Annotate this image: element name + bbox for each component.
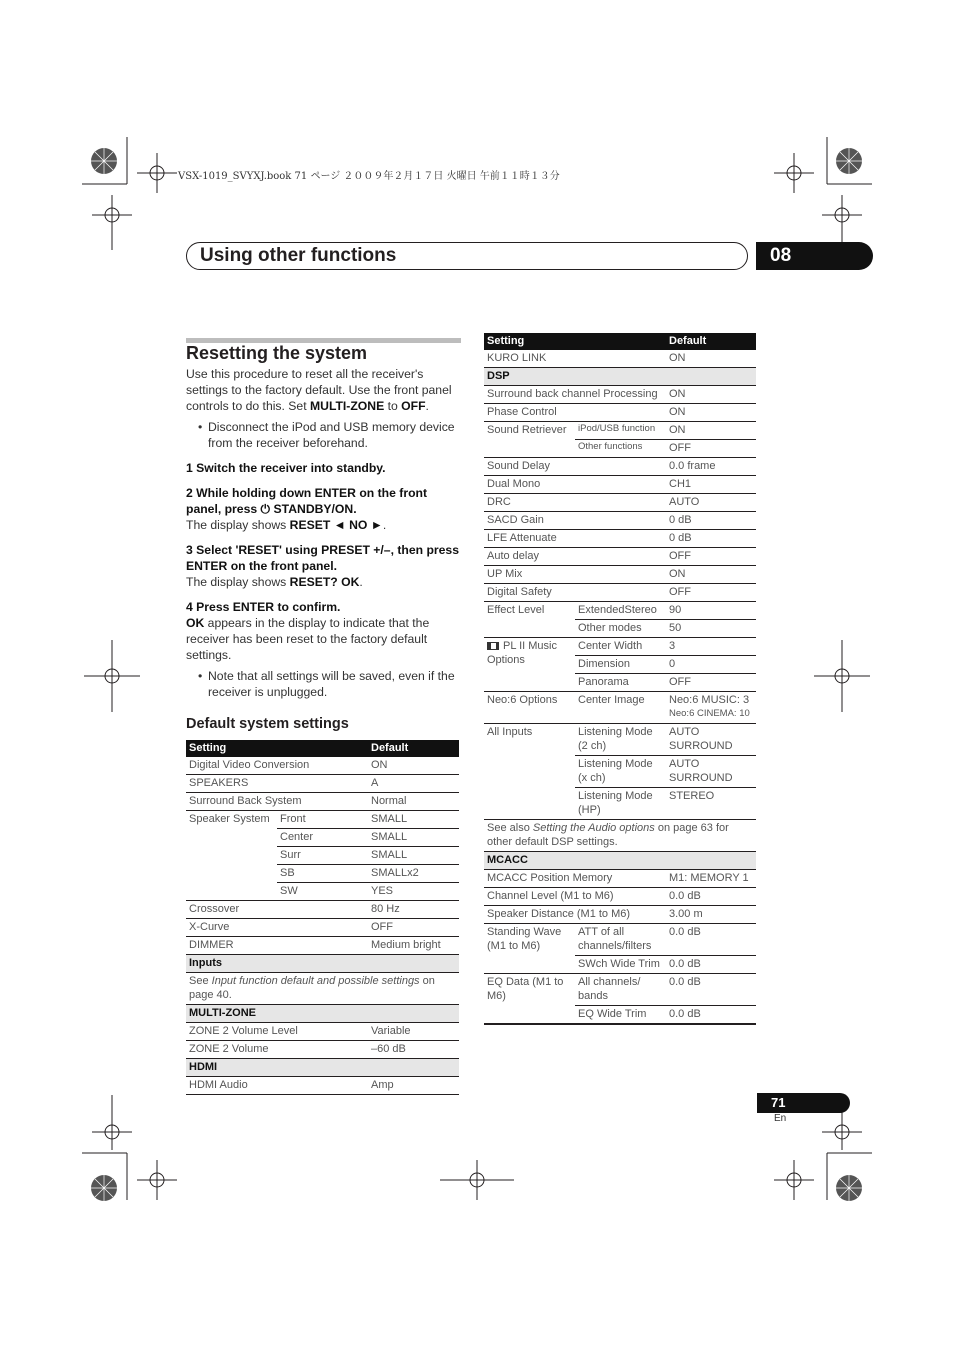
table-row	[484, 924, 756, 956]
table-cell: Crossover	[186, 901, 368, 919]
column-header: Default	[666, 333, 756, 350]
table-cell: Neo:6 Options	[484, 692, 575, 724]
table-row	[484, 386, 756, 404]
column-header: Setting	[484, 333, 666, 350]
table-cell: DIMMER	[186, 937, 368, 955]
table-cell: AUTO SURROUND	[666, 756, 756, 788]
table-cell: SMALLx2	[368, 865, 459, 883]
table-row	[186, 1023, 459, 1041]
table-cell: HDMI Audio	[186, 1077, 368, 1095]
table-row	[484, 476, 756, 494]
table-row	[484, 724, 756, 756]
table-row	[186, 1059, 459, 1077]
step-4: 4 Press ENTER to confirm.	[186, 600, 341, 614]
table-cell: Other functions	[575, 440, 666, 458]
table-cell: DRC	[484, 494, 666, 512]
table-cell: SACD Gain	[484, 512, 666, 530]
table-cell: 0.0 dB	[666, 924, 756, 956]
table-row	[484, 870, 756, 888]
table-cell: Surround back channel Processing	[484, 386, 666, 404]
table-cell: All Inputs	[484, 724, 575, 820]
table-row	[484, 974, 756, 1006]
table-cell: ON	[666, 422, 756, 440]
table-row	[186, 955, 459, 973]
table-cell: Speaker Distance (M1 to M6)	[484, 906, 666, 924]
note-bullet: • Note that all settings will be saved, even if the receiver is unplugged.	[186, 668, 461, 700]
table-row	[186, 1077, 459, 1095]
table-cell: Listening Mode (x ch)	[575, 756, 666, 788]
default-settings-table-left	[186, 740, 459, 1095]
table-cell: See Input function default and possible settings on page 40.	[186, 973, 459, 1005]
table-cell: SMALL	[368, 847, 459, 865]
table-cell: M1: MEMORY 1	[666, 870, 756, 888]
section-title: Resetting the system	[186, 343, 368, 363]
table-cell: iPod/USB function	[575, 422, 666, 440]
page-number: 71	[757, 1093, 850, 1113]
table-row	[484, 512, 756, 530]
table-cell: Listening Mode (2 ch)	[575, 724, 666, 756]
table-cell: LFE Attenuate	[484, 530, 666, 548]
table-row	[484, 906, 756, 924]
table-cell: 0 dB	[666, 512, 756, 530]
table-cell: Variable	[368, 1023, 459, 1041]
table-cell: 0.0 dB	[666, 974, 756, 1006]
table-row	[186, 740, 459, 757]
table-cell: Medium bright	[368, 937, 459, 955]
table-row	[484, 888, 756, 906]
table-cell: 80 Hz	[368, 901, 459, 919]
table-cell: ExtendedStereo	[575, 602, 666, 620]
table-row	[186, 757, 459, 775]
group-header-mcacc: MCACC	[484, 852, 756, 870]
table-cell: UP Mix	[484, 566, 666, 584]
table-cell: EQ Data (M1 to M6)	[484, 974, 575, 1025]
page-language: En	[774, 1113, 787, 1124]
table-cell: 0.0 frame	[666, 458, 756, 476]
column-header: Setting	[186, 740, 368, 757]
table-cell: CH1	[666, 476, 756, 494]
dolby-icon	[487, 642, 499, 650]
table-cell: Digital Safety	[484, 584, 666, 602]
table-cell: Panorama	[575, 674, 666, 692]
table-cell: ON	[666, 350, 756, 368]
table-cell: Center	[277, 829, 368, 847]
table-cell: 0	[666, 656, 756, 674]
intro-paragraph: Use this procedure to reset all the receiver's settings to the factory default. Use the front panel controls to do this. Set MULTI-ZONE to OFF.	[186, 367, 452, 413]
table-cell: EQ Wide Trim	[578, 1008, 647, 1020]
table-cell: Other modes	[575, 620, 666, 638]
table-cell: Dimension	[575, 656, 666, 674]
step-1: 1 Switch the receiver into standby.	[186, 461, 386, 475]
step-3: 3 Select 'RESET' using PRESET +/–, then press ENTER on the front panel.	[186, 543, 459, 573]
table-row	[484, 820, 756, 852]
table-row	[484, 368, 756, 386]
table-cell: OFF	[666, 584, 756, 602]
table-cell: Speaker System	[186, 811, 277, 901]
table-cell: Effect Level	[484, 602, 575, 638]
table-cell: –60 dB	[368, 1041, 459, 1059]
table-row	[186, 901, 459, 919]
table-cell: SW	[277, 883, 368, 901]
table-cell: A	[368, 775, 459, 793]
table-cell: Sound Delay	[484, 458, 666, 476]
table-cell: 3.00 m	[666, 906, 756, 924]
table-cell: Channel Level (M1 to M6)	[484, 888, 666, 906]
table-row	[484, 638, 756, 656]
table-cell: 90	[666, 602, 756, 620]
table-cell: Auto delay	[484, 548, 666, 566]
table-cell: SMALL	[368, 829, 459, 847]
table-row	[484, 422, 756, 440]
chapter-number: 08	[756, 242, 873, 270]
table-cell: YES	[368, 883, 459, 901]
table-cell: Listening Mode (HP)	[575, 788, 666, 820]
table-row	[186, 793, 459, 811]
table-row	[484, 333, 756, 350]
table-row	[186, 811, 459, 829]
step-2: 2 While holding down ENTER on the front panel, press ⏻ STANDBY/ON.	[186, 486, 428, 516]
table-cell: 3	[666, 638, 756, 656]
table-cell: Surr	[277, 847, 368, 865]
table-row	[484, 530, 756, 548]
table-row	[484, 602, 756, 620]
table-row	[186, 937, 459, 955]
group-header-inputs: Inputs	[186, 955, 459, 973]
table-cell: OFF	[368, 919, 459, 937]
table-cell: Amp	[368, 1077, 459, 1095]
procedure-text	[186, 366, 461, 700]
table-cell: Sound Retriever	[484, 422, 575, 458]
table-cell: PL II Music Options	[484, 638, 575, 692]
table-row	[186, 919, 459, 937]
print-meta-line: VSX-1019_SVYXJ.book 71 ページ ２００９年２月１７日 火曜日 午前１１時１３分	[178, 171, 560, 182]
table-cell: OFF	[666, 548, 756, 566]
table-cell: KURO LINK	[484, 350, 666, 368]
table-cell: Neo:6 MUSIC: 3 Neo:6 CINEMA: 10	[666, 692, 756, 724]
table-row	[484, 584, 756, 602]
table-cell: Standing Wave (M1 to M6)	[484, 924, 575, 974]
note-bullet: • Disconnect the iPod and USB memory device from the receiver beforehand.	[186, 419, 461, 451]
table-row	[484, 458, 756, 476]
table-cell: SPEAKERS	[186, 775, 368, 793]
table-row	[484, 494, 756, 512]
table-row	[484, 692, 756, 724]
table-row	[186, 1005, 459, 1023]
step-2-display: The display shows RESET ◄ NO ►.	[186, 518, 387, 532]
power-icon: ⏻	[260, 502, 271, 516]
table-cell: Digital Video Conversion	[186, 757, 368, 775]
table-row	[186, 973, 459, 1005]
table-cell: Phase Control	[484, 404, 666, 422]
table-cell: ON	[666, 566, 756, 584]
group-header-hdmi: HDMI	[186, 1059, 459, 1077]
table-cell: Front	[277, 811, 368, 829]
table-cell: OFF	[666, 440, 756, 458]
table-row	[186, 775, 459, 793]
table-cell: SB	[277, 865, 368, 883]
chapter-title: Using other functions	[200, 245, 397, 266]
table-cell: AUTO	[666, 494, 756, 512]
step-3-display: The display shows RESET? OK.	[186, 575, 363, 589]
table-cell: ATT of all channels/filters	[575, 924, 666, 956]
table-cell: 50	[666, 620, 756, 638]
table-row	[484, 404, 756, 422]
table-row	[484, 548, 756, 566]
table-cell: MCACC Position Memory	[484, 870, 666, 888]
table-cell: 0.0 dB	[666, 956, 756, 974]
table-cell: ON	[666, 386, 756, 404]
table-cell: Surround Back System	[186, 793, 368, 811]
table-row	[484, 852, 756, 870]
table-row	[186, 1041, 459, 1059]
table-cell: ZONE 2 Volume	[186, 1041, 368, 1059]
table-cell: All channels/ bands	[575, 974, 666, 1006]
table-cell: ZONE 2 Volume Level	[186, 1023, 368, 1041]
column-header: Default	[368, 740, 459, 757]
table-cell: OFF	[666, 674, 756, 692]
default-settings-table-right	[484, 333, 756, 1025]
table-cell: 0 dB	[666, 530, 756, 548]
table-cell: Normal	[368, 793, 459, 811]
table-cell: 0.0 dB	[669, 1008, 701, 1020]
table-cell: X-Curve	[186, 919, 368, 937]
group-header-multizone: MULTI-ZONE	[186, 1005, 459, 1023]
table-cell: See also Setting the Audio options on page 63 for other default DSP settings.	[484, 820, 756, 852]
table-row	[484, 566, 756, 584]
table-cell: AUTO SURROUND	[666, 724, 756, 756]
table-cell: STEREO	[666, 788, 756, 820]
table-cell: 0.0 dB	[666, 888, 756, 906]
table-cell: ON	[368, 757, 459, 775]
table-cell: Center Image	[575, 692, 666, 724]
table-row	[484, 350, 756, 368]
group-header-dsp: DSP	[484, 368, 756, 386]
table-cell: Dual Mono	[484, 476, 666, 494]
step-4-text: OK appears in the display to indicate that the receiver has been reset to the factory default settings.	[186, 616, 430, 662]
table-cell: ON	[666, 404, 756, 422]
default-settings-title: Default system settings	[186, 716, 349, 732]
table-cell: Center Width	[575, 638, 666, 656]
table-cell: SWch Wide Trim	[575, 956, 666, 974]
table-cell: SMALL	[368, 811, 459, 829]
